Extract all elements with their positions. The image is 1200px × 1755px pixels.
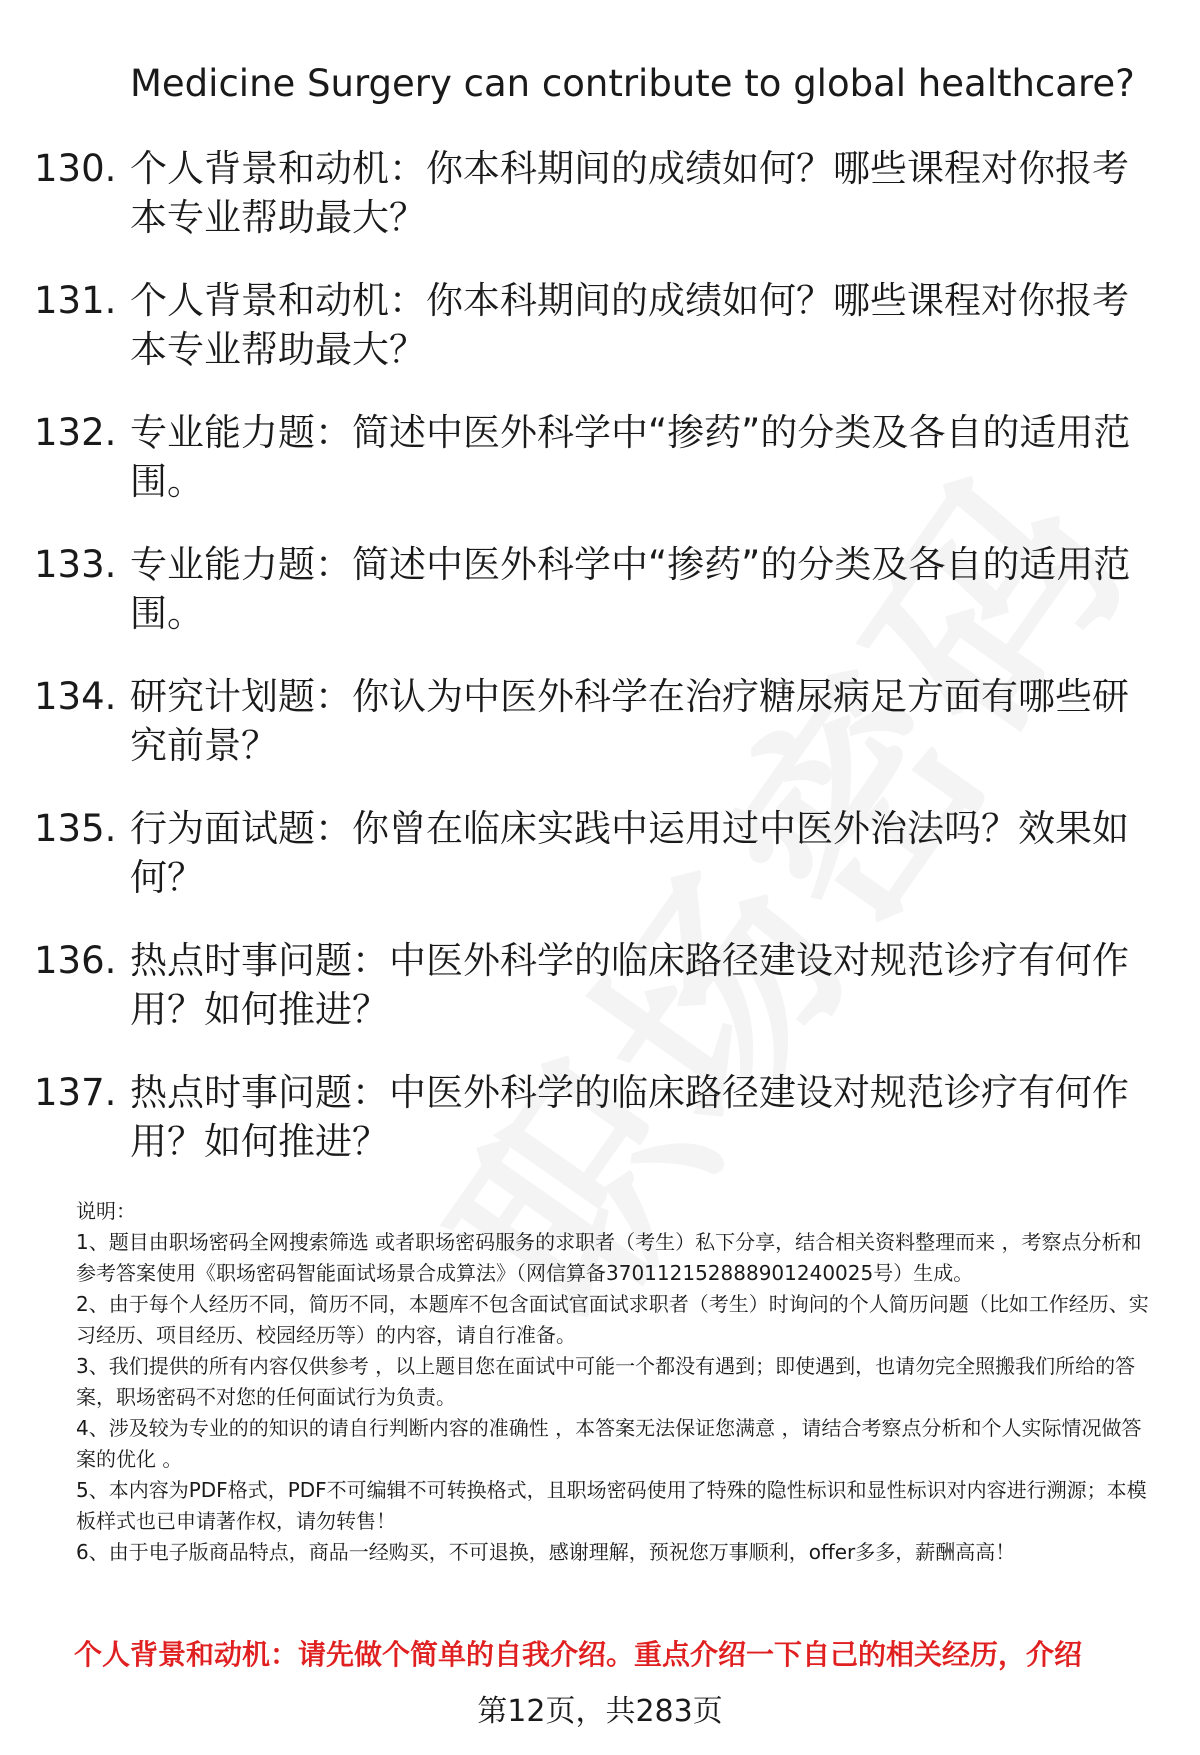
continued-question-text: Medicine Surgery can contribute to global healthcare? [130, 62, 1135, 105]
question-item [34, 144, 1164, 242]
question-number: 130. [34, 147, 117, 190]
question-item [34, 804, 1164, 902]
note-item: 1、题目由职场密码全网搜索筛选 或者职场密码服务的求职者（考生）私下分享，结合相关资料整理而来 ，考察点分析和参考答案使用《职场密码智能面试场景合成算法》（网信算备370112152888901240025号）生成。 [76, 1230, 1142, 1285]
note-item: 6、由于电子版商品特点，商品一经购买，不可退换，感谢理解，预祝您万事顺利，offer多多，薪酬高高！ [76, 1540, 1016, 1564]
question-number: 131. [34, 279, 117, 322]
question-text: 个人背景和动机：你本科期间的成绩如何？哪些课程对你报考本专业帮助最大？ [130, 147, 1129, 239]
question-number: 132. [34, 411, 117, 454]
question-item [34, 276, 1164, 374]
question-text: 研究计划题：你认为中医外科学在治疗糖尿病足方面有哪些研究前景？ [130, 675, 1129, 767]
question-text: 热点时事问题：中医外科学的临床路径建设对规范诊疗有何作用？如何推进？ [130, 939, 1129, 1031]
question-item [34, 672, 1164, 770]
question-item [34, 408, 1164, 506]
note-item: 5、本内容为PDF格式，PDF不可编辑不可转换格式，且职场密码使用了特殊的隐性标识和显性标识对内容进行溯源；本模板样式也已申请著作权，请勿转售！ [76, 1478, 1147, 1533]
question-number: 133. [34, 543, 117, 586]
question-item [34, 1068, 1164, 1166]
question-number: 135. [34, 807, 117, 850]
question-text: 专业能力题：简述中医外科学中“掺药”的分类及各自的适用范围。 [130, 543, 1131, 635]
question-number: 137. [34, 1071, 117, 1114]
note-item: 2、由于每个人经历不同，简历不同，本题库不包含面试官面试求职者（考生）时询问的个人简历问题（比如工作经历、实习经历、项目经历、校园经历等）的内容，请自行准备。 [76, 1292, 1149, 1347]
question-item [34, 936, 1164, 1034]
next-question-preview: 个人背景和动机：请先做个简单的自我介绍。重点介绍一下自己的相关经历，介绍 [74, 1638, 1083, 1671]
question-text: 热点时事问题：中医外科学的临床路径建设对规范诊疗有何作用？如何推进？ [130, 1071, 1129, 1163]
page-number: 第12页，共283页 [477, 1694, 723, 1729]
notes-title: 说明： [76, 1199, 136, 1223]
question-item [34, 540, 1164, 638]
question-number: 136. [34, 939, 117, 982]
question-list [34, 144, 1164, 1200]
question-text: 专业能力题：简述中医外科学中“掺药”的分类及各自的适用范围。 [130, 411, 1131, 503]
question-text: 行为面试题：你曾在临床实践中运用过中医外治法吗？效果如何？ [130, 807, 1129, 899]
note-item: 3、我们提供的所有内容仅供参考 ，以上题目您在面试中可能一个都没有遇到；即使遇到，也请勿完全照搬我们所给的答案，职场密码不对您的任何面试行为负责。 [76, 1354, 1136, 1409]
note-item: 4、涉及较为专业的的知识的请自行判断内容的准确性 ，本答案无法保证您满意 ，请结合考察点分析和个人实际情况做答案的优化 。 [76, 1416, 1142, 1471]
notes-section [76, 1196, 1156, 1568]
question-number: 134. [34, 675, 117, 718]
question-text: 个人背景和动机：你本科期间的成绩如何？哪些课程对你报考本专业帮助最大？ [130, 279, 1129, 371]
